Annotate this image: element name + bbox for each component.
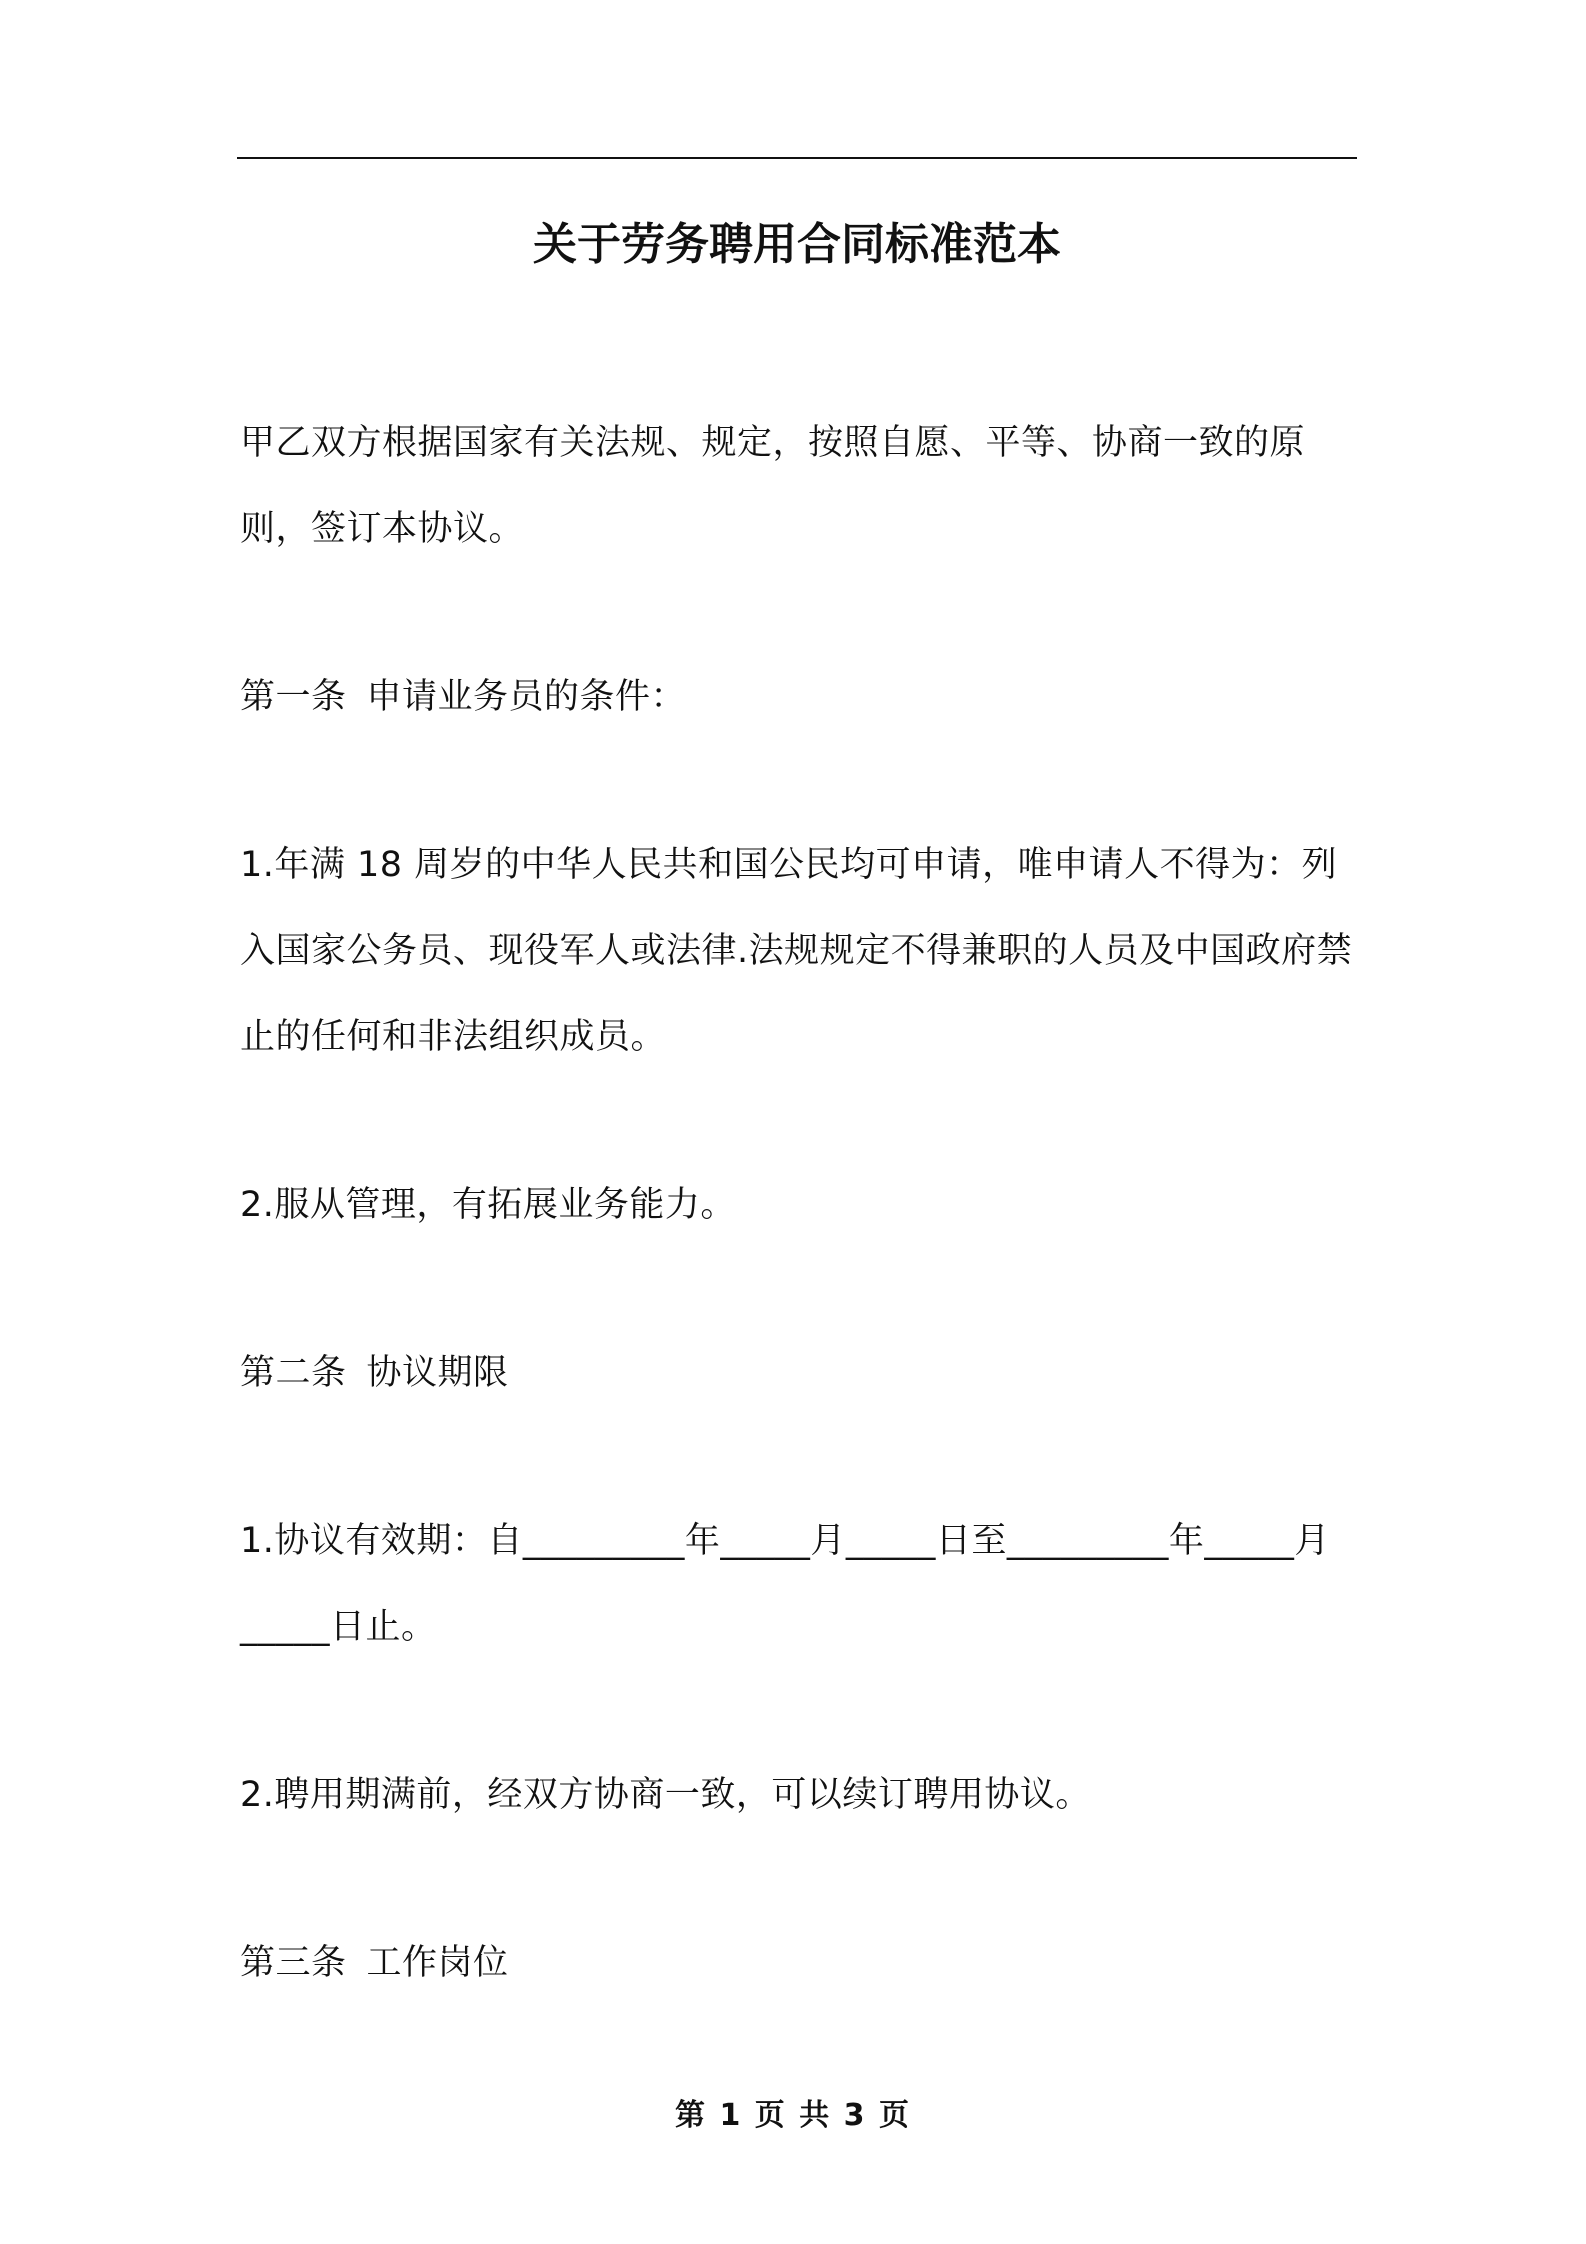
article-2-title: 协议期限 (366, 1353, 509, 1393)
document-title: 关于劳务聘用合同标准范本 (533, 219, 1061, 270)
article-1-heading (240, 654, 1358, 740)
article-3-label: 第三条 (240, 1943, 347, 1983)
article-2-item-2: 2.聘用期满前，经双方协商一致，可以续订聘用协议。 (240, 1775, 1091, 1815)
article-2-label: 第二条 (240, 1353, 347, 1393)
article-3-heading (240, 1920, 1358, 2006)
article-2-heading (240, 1330, 1358, 1416)
article-2-item-1: 1.协议有效期：自_________年_____月_____日至_________年_____月_____日止。 (240, 1521, 1330, 1647)
article-3-title: 工作岗位 (366, 1943, 509, 1983)
page-number-footer: 第 1 页 共 3 页 (675, 2098, 911, 2133)
header-rule (237, 157, 1357, 159)
article-1-label: 第一条 (240, 677, 347, 717)
article-1-item-1: 1.年满 18 周岁的中华人民共和国公民均可申请，唯申请人不得为：列入国家公务员、现役军人或法律.法规规定不得兼职的人员及中国政府禁止的任何和非法组织成员。 (240, 845, 1353, 1057)
intro-paragraph: 甲乙双方根据国家有关法规、规定，按照自愿、平等、协商一致的原则，签订本协议。 (240, 423, 1306, 549)
article-1-item-2: 2.服从管理，有拓展业务能力。 (240, 1185, 736, 1225)
article-1-title: 申请业务员的条件： (366, 677, 687, 717)
document-body (240, 400, 1358, 2006)
